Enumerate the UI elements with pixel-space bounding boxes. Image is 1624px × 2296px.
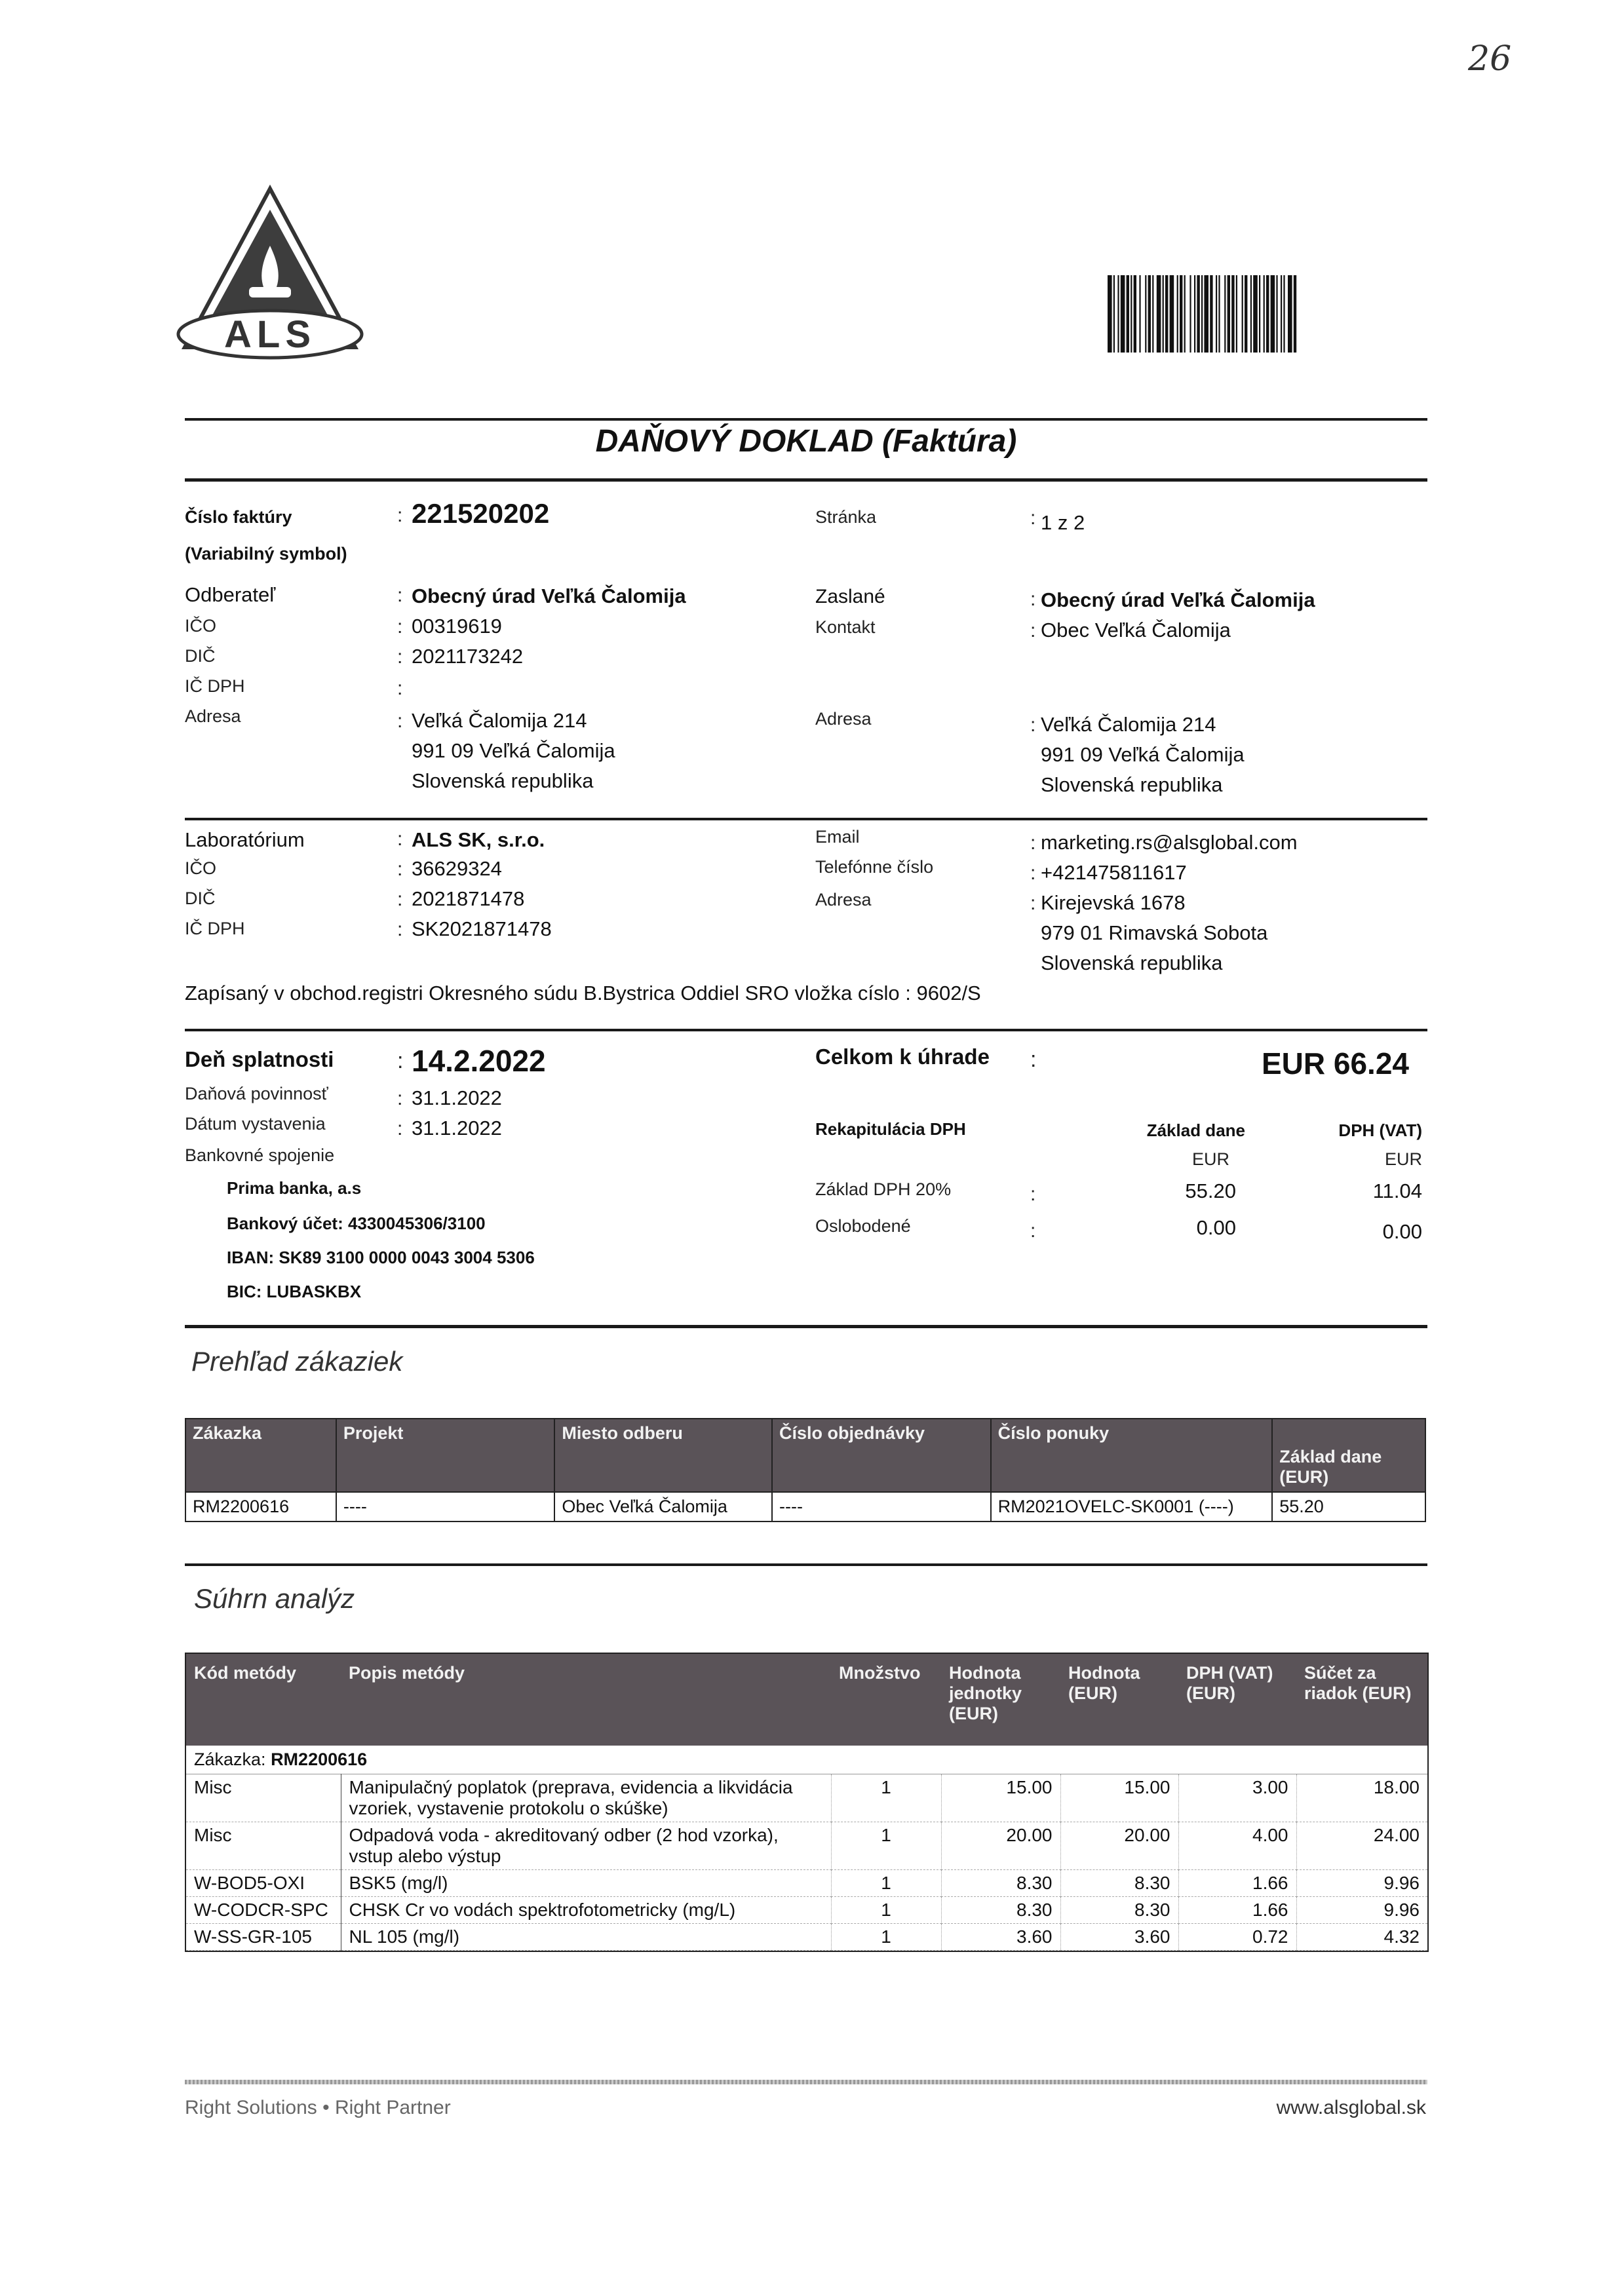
invoice-number-label: Číslo faktúry [185,507,292,527]
lab-dic-label: DIČ [185,889,216,908]
analysis-code-cell: W-SS-GR-105 [186,1924,341,1951]
page-mark: 26 [1468,39,1512,79]
analyses-header: Množstvo [831,1654,941,1746]
analyses-header: Kód metódy [186,1654,341,1746]
analysis-desc-cell: CHSK Cr vo vodách spektrofotometricky (mg/L) [341,1897,831,1924]
lab-address-label: Adresa [815,890,872,909]
order-cell: ---- [772,1492,991,1521]
analysis-unit-cell: 15.00 [941,1774,1060,1822]
analysis-unit-cell: 8.30 [941,1897,1060,1924]
table-row [186,1870,1427,1897]
orders-table [185,1418,1426,1522]
table-row [186,1897,1427,1924]
order-cell: RM2200616 [185,1492,336,1521]
registry-note: Zapísaný v obchod.registri Okresného súdu B.Bystrica Oddiel SRO vložka císlo : 9602/S [185,982,981,1004]
customer-icdph-label: IČ DPH [185,676,245,696]
vat-row-label: Základ DPH 20% [815,1179,952,1199]
vat-row-base: 0.00 [1196,1216,1236,1239]
analysis-sum-cell: 9.96 [1383,1873,1420,1893]
customer-address-line: Slovenská republika [412,769,594,792]
orders-header: Zákazka [185,1419,336,1492]
divider [185,418,1427,421]
vat-heading: Rekapitulácia DPH [815,1119,966,1139]
analysis-value-cell: 8.30 [1060,1870,1178,1897]
analysis-code-cell: Misc [186,1774,341,1822]
orders-header: Základ dane (EUR) [1272,1419,1425,1492]
shipped-contact-label: Kontakt [815,617,876,637]
analysis-vat-cell: 1.66 [1178,1897,1296,1924]
table-row [185,1492,1425,1521]
order-cell: RM2021OVELC-SK0001 (----) [991,1492,1273,1521]
analyses-header: DPH (VAT) (EUR) [1178,1654,1296,1746]
table-row [186,1774,1427,1822]
logo-text: ALS [224,313,316,356]
shipped-address-line: Slovenská republika [1041,773,1223,796]
table-row [186,1822,1427,1870]
total-label: Celkom k úhrade [815,1044,990,1069]
vat-col-vat: DPH (VAT) [1338,1120,1422,1140]
lab-icdph: SK2021871478 [412,917,552,940]
analysis-code-cell: W-BOD5-OXI [186,1870,341,1897]
divider [185,1325,1427,1328]
variable-symbol-label: (Variabilný symbol) [185,544,347,564]
analyses-order-label: Zákazka: [194,1750,266,1769]
lab-name: ALS SK, s.r.o. [412,828,545,851]
analysis-qty-cell: 1 [831,1924,941,1951]
total-amount: EUR 66.24 [1261,1046,1409,1081]
analysis-unit-cell: 3.60 [941,1924,1060,1951]
vat-row-base: 55.20 [1185,1179,1236,1202]
barcode [1108,275,1422,353]
doc-title: DAŇOVÝ DOKLAD (Faktúra) [595,424,1017,459]
analysis-value-cell: 3.60 [1060,1924,1178,1951]
analysis-qty-cell: 1 [831,1774,941,1822]
analyses-order-row [186,1746,1427,1774]
page-value: 1 z 2 [1041,511,1085,534]
due-label: Deň splatnosti [185,1047,334,1071]
analysis-qty-cell: 1 [831,1822,941,1870]
als-logo [172,183,368,360]
table-row [186,1924,1427,1951]
shipped-address-label: Adresa [815,709,872,729]
analysis-sum-cell: 24.00 [1373,1825,1420,1845]
analysis-qty-cell: 1 [831,1897,941,1924]
analyses-table [185,1653,1429,1952]
lab-address-line: Kirejevská 1678 [1041,891,1186,914]
analysis-value-cell: 8.30 [1060,1897,1178,1924]
tax-date: 31.1.2022 [412,1086,502,1109]
analyses-header: Hodnota (EUR) [1060,1654,1178,1746]
lab-address-line: Slovenská republika [1041,951,1223,974]
lab-dic: 2021871478 [412,887,525,910]
order-cell: Obec Veľká Čalomija [554,1492,772,1521]
customer-heading: Odberateľ [185,583,276,606]
analysis-desc-cell: Odpadová voda - akreditovaný odber (2 hod vzorka), vstup alebo výstup [341,1822,831,1870]
vat-row-label: Oslobodené [815,1216,911,1236]
lab-ico-label: IČO [185,858,217,878]
analysis-code-cell: W-CODCR-SPC [186,1897,341,1924]
analysis-desc-cell: BSK5 (mg/l) [341,1870,831,1897]
analysis-vat-cell: 3.00 [1178,1774,1296,1822]
page-label: Stránka [815,507,877,527]
order-cell: ---- [336,1492,555,1521]
analysis-desc-cell: NL 105 (mg/l) [341,1924,831,1951]
orders-header: Projekt [336,1419,555,1492]
divider [185,1029,1427,1031]
orders-title: Prehľad zákaziek [191,1346,403,1377]
analysis-unit-cell: 20.00 [941,1822,1060,1870]
shipped-heading: Zaslané [815,586,885,607]
lab-phone: +421475811617 [1041,861,1187,884]
issue-date-label: Dátum vystavenia [185,1114,326,1134]
analysis-vat-cell: 1.66 [1178,1870,1296,1897]
analysis-sum-cell: 9.96 [1383,1900,1420,1920]
customer-address-line: Veľká Čalomija 214 [412,709,587,732]
footer-website: www.alsglobal.sk [1276,2097,1426,2118]
customer-ico: 00319619 [412,615,502,638]
bank-account: Bankový účet: 4330045306/3100 [227,1214,486,1233]
shipped-contact: Obec Veľká Čalomija [1041,619,1231,641]
analyses-header: Súčet za riadok (EUR) [1296,1654,1427,1746]
divider [185,1563,1427,1566]
bank-name: Prima banka, a.s [227,1178,362,1198]
vat-currency: EUR [1191,1149,1229,1169]
vat-col-base: Základ dane [1146,1120,1245,1140]
lab-heading: Laboratórium [185,828,305,851]
footer-rule [185,2080,1427,2084]
analysis-vat-cell: 4.00 [1178,1822,1296,1870]
analyses-order-code: RM2200616 [271,1750,368,1769]
analyses-title: Súhrn analýz [194,1583,355,1614]
lab-address-line: 979 01 Rimavská Sobota [1041,921,1268,944]
vat-currency: EUR [1384,1149,1422,1169]
bank-label: Bankovné spojenie [185,1145,335,1165]
divider [185,818,1427,820]
bank-bic: BIC: LUBASKBX [227,1282,362,1301]
order-cell: 55.20 [1272,1492,1425,1521]
customer-address-label: Adresa [185,706,241,726]
divider [185,478,1427,482]
lab-ico: 36629324 [412,857,502,880]
analyses-header: Popis metódy [341,1654,831,1746]
lab-email: marketing.rs@alsglobal.com [1041,831,1298,854]
orders-header: Miesto odberu [554,1419,772,1492]
customer-ico-label: IČO [185,616,217,636]
orders-header: Číslo objednávky [772,1419,991,1492]
shipped-address-line: Veľká Čalomija 214 [1041,713,1216,736]
vat-row-vat: 11.04 [1372,1179,1422,1202]
lab-phone-label: Telefónne číslo [815,857,934,877]
analysis-unit-cell: 8.30 [941,1870,1060,1897]
analysis-sum-cell: 18.00 [1373,1777,1420,1797]
analysis-vat-cell: 0.72 [1178,1924,1296,1951]
tax-date-label: Daňová povinnosť [185,1084,328,1103]
analysis-code-cell: Misc [186,1822,341,1870]
shipped-address-line: 991 09 Veľká Čalomija [1041,743,1245,766]
shipped-name: Obecný úrad Veľká Čalomija [1041,588,1315,611]
analysis-value-cell: 15.00 [1060,1774,1178,1822]
vat-row-vat: 0.00 [1382,1220,1422,1243]
analysis-qty-cell: 1 [831,1870,941,1897]
footer-slogan: Right Solutions • Right Partner [185,2097,451,2118]
lab-icdph-label: IČ DPH [185,919,245,938]
bank-iban: IBAN: SK89 3100 0000 0043 3004 5306 [227,1248,535,1267]
customer-address-line: 991 09 Veľká Čalomija [412,739,615,762]
analyses-header: Hodnota jednotky (EUR) [941,1654,1060,1746]
analysis-value-cell: 20.00 [1060,1822,1178,1870]
invoice-number: 221520202 [412,498,550,529]
due-date: 14.2.2022 [412,1044,546,1078]
customer-dic-label: DIČ [185,646,216,666]
customer-dic: 2021173242 [412,645,524,668]
orders-header: Číslo ponuky [991,1419,1273,1492]
analysis-desc-cell: Manipulačný poplatok (preprava, evidencia a likvidácia vzoriek, vystavenie protokolu o skúške) [341,1774,831,1822]
analysis-sum-cell: 4.32 [1383,1926,1420,1947]
customer-name: Obecný úrad Veľká Čalomija [412,584,686,607]
analyses-grid [186,1654,1427,1951]
lab-email-label: Email [815,827,860,847]
issue-date: 31.1.2022 [412,1117,502,1139]
